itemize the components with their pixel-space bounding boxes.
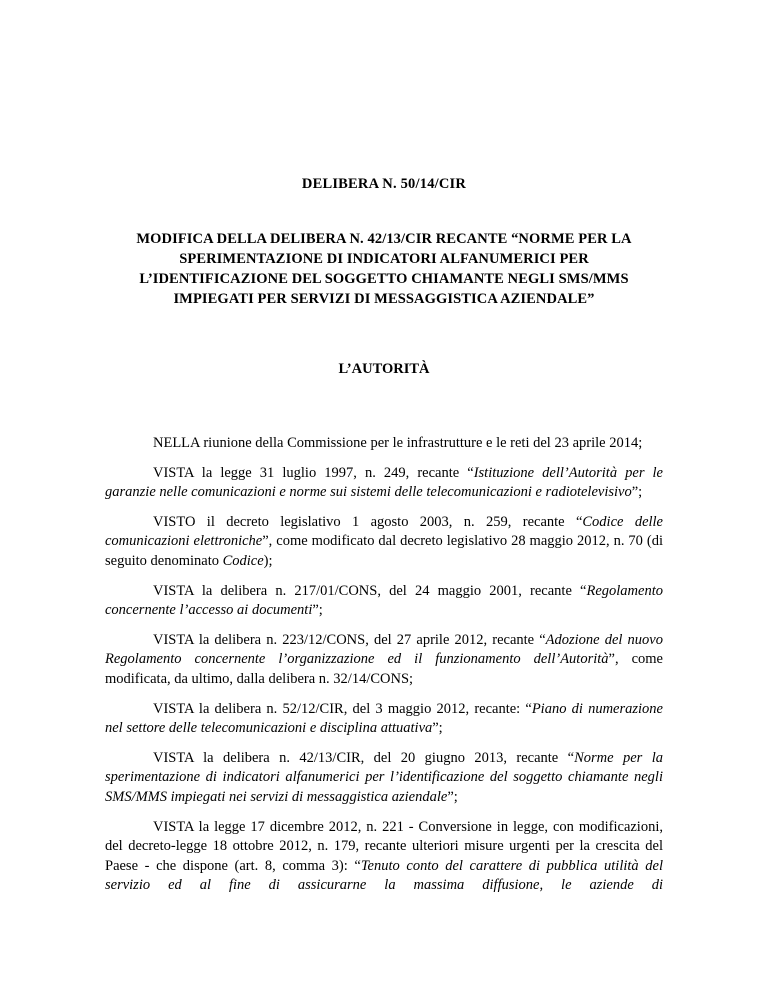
text-run: ”; xyxy=(432,720,443,737)
text-run: ”, come modificato dal decreto legislativo 28 maggio 2012, n. 70 (di seguito denominato xyxy=(105,533,663,569)
paragraph-vista-delibera-52 xyxy=(105,700,663,739)
paragraph-vista-delibera-217 xyxy=(105,582,663,621)
paragraph-riunione-commissione xyxy=(105,434,663,454)
text-run: ”; xyxy=(631,484,643,501)
text-run: Regolamento concernente l’accesso ai documenti xyxy=(105,582,663,619)
paragraph-vista-legge-221 xyxy=(105,818,663,896)
text-run: Piano di numerazione nel settore delle telecomunicazioni e disciplina attuativa xyxy=(105,700,663,737)
text-run: NELLA riunione della Commissione per le infrastrutture e le reti del 23 aprile 2014; xyxy=(153,435,643,451)
text-run: VISTA la delibera n. 42/13/CIR, del 20 giugno 2013, recante “ xyxy=(153,749,575,766)
text-run: Istituzione dell’Autorità per le garanzie nelle comunicazioni e norme sui sistemi delle telecomunicazioni e radiotelevisivo xyxy=(105,464,663,501)
authority-heading: L’AUTORITÀ xyxy=(338,361,430,377)
text-run: ”, come modificata, da ultimo, dalla delibera n. 32/14/CONS; xyxy=(105,651,663,687)
text-run: Norme per la sperimentazione di indicatori alfanumerici per l’identificazione del soggetto chiamante negli SMS/MMS impiegati nei servizi di messaggistica aziendale xyxy=(105,749,663,805)
paragraph-vista-delibera-223 xyxy=(105,631,663,690)
text-run: VISTO il decreto legislativo 1 agosto 2003, n. 259, recante “ xyxy=(153,513,583,530)
paragraph-visto-dlgs-259 xyxy=(105,513,663,572)
text-run: VISTA la delibera n. 223/12/CONS, del 27 aprile 2012, recante “ xyxy=(153,631,546,648)
text-run: VISTA la legge 31 luglio 1997, n. 249, recante “ xyxy=(153,464,474,481)
text-run: Codice xyxy=(222,552,264,569)
document-heading: MODIFICA DELLA DELIBERA N. 42/13/CIR RECANTE “NORME PER LA SPERIMENTAZIONE DI INDICATORI ALFANUMERICI PER L’IDENTIFICAZIONE DEL SOGGETTO CHIAMANTE NEGLI SMS/MMS IMPIEGATI PER SERVIZI DI MESSAGGISTICA AZIENDALE” xyxy=(136,231,632,307)
paragraph-vista-delibera-42 xyxy=(105,749,663,808)
text-run: VISTA la delibera n. 217/01/CONS, del 24 maggio 2001, recante “ xyxy=(153,582,587,599)
document-body xyxy=(105,434,663,896)
text-run: ”; xyxy=(447,788,458,805)
text-run: VISTA la delibera n. 52/12/CIR, del 3 maggio 2012, recante: “ xyxy=(153,700,532,717)
text-run: Codice delle comunicazioni elettroniche xyxy=(105,513,663,550)
text-run: ); xyxy=(263,552,273,569)
paragraph-vista-legge-249 xyxy=(105,464,663,503)
text-run: Tenuto conto del carattere di pubblica utilità del servizio ed al fine di assicurarne la massima diffusione, le aziende di xyxy=(105,857,663,894)
text-run: ”; xyxy=(312,602,323,619)
document-title: DELIBERA N. 50/14/CIR xyxy=(301,176,467,192)
text-run: VISTA la legge 17 dicembre 2012, n. 221 - Conversione in legge, con modificazioni, del decreto-legge 18 ottobre 2012, n. 179, recante ulteriori misure urgenti per la crescita del Paese - che dispone (art. 8, comma 3): “ xyxy=(105,818,663,874)
text-run: Adozione del nuovo Regolamento concernente l’organizzazione ed il funzionamento dell’Autorità xyxy=(105,631,663,668)
